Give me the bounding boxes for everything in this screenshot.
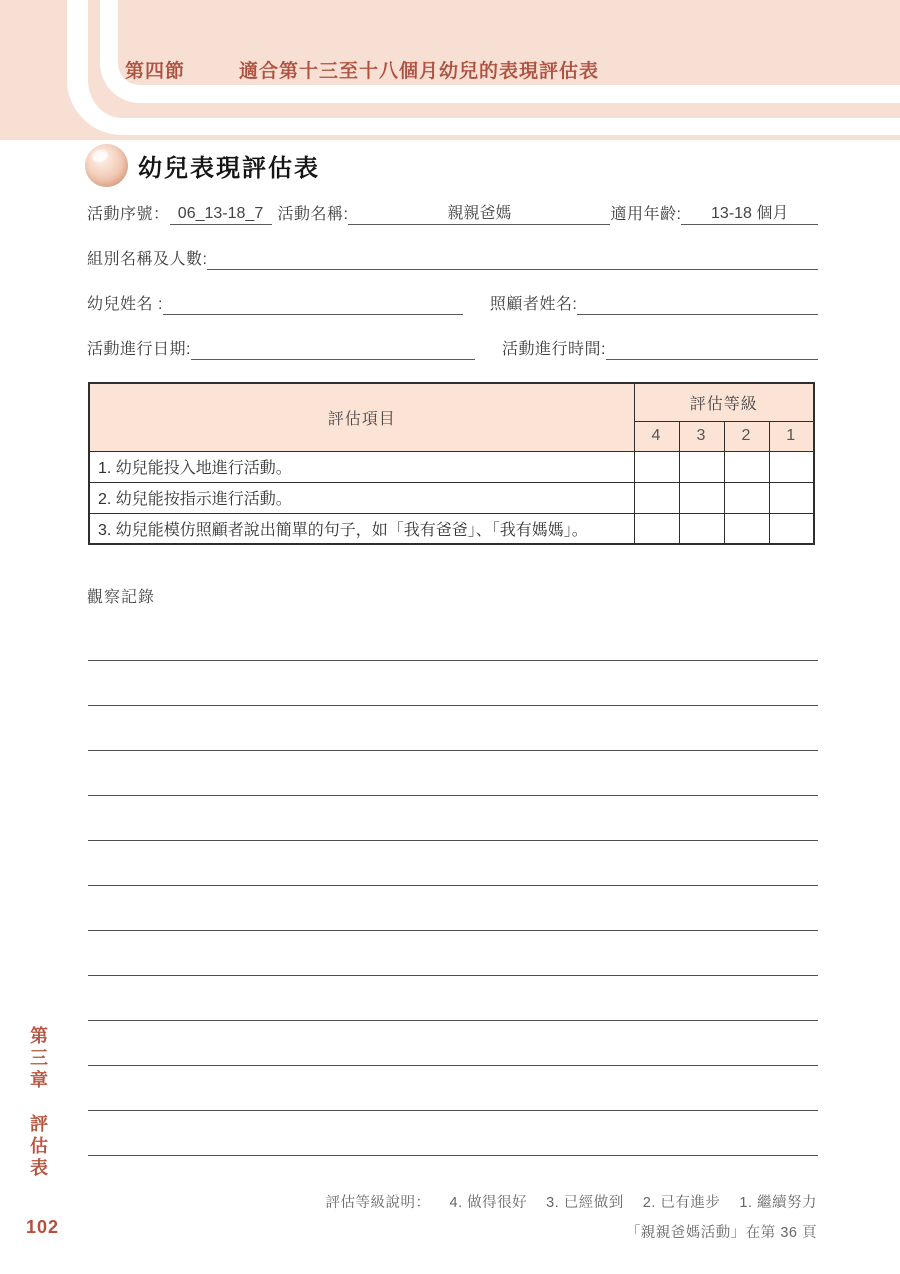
group-field: [207, 268, 818, 270]
rating-level-4: 4: [634, 421, 679, 451]
rating-box: [634, 451, 679, 482]
activity-no-label: 活動序號：: [87, 206, 170, 223]
table-row: [89, 451, 814, 482]
rating-level-1: 1: [769, 421, 814, 451]
rating-box: [724, 482, 769, 513]
form-row-group: [87, 246, 818, 270]
caregiver-field: [577, 313, 818, 315]
time-label: 活動進行時間:: [501, 341, 606, 358]
chapter-side-tab: [28, 1026, 48, 1180]
rating-box: [769, 451, 814, 482]
age-field: 13-18 個月: [681, 200, 818, 225]
observation-line: [88, 1065, 818, 1066]
observation-label: 觀察記錄: [87, 589, 156, 606]
form-row-activity: [87, 201, 818, 225]
section-title: 適合第十三至十八個月幼兒的表現評估表: [239, 61, 600, 82]
observation-line: [88, 1110, 818, 1111]
rating-level-2: 2: [724, 421, 769, 451]
page-number: 102: [26, 1217, 60, 1237]
rating-box: [634, 482, 679, 513]
rating-box: [679, 513, 724, 544]
activity-no-field: 06_13-18_7: [170, 205, 272, 225]
observation-line: [88, 660, 818, 661]
item-column-header: 評估項目: [89, 383, 634, 451]
rating-legend: [326, 1191, 818, 1212]
observation-line: [88, 750, 818, 751]
section-header: [125, 56, 599, 83]
rating-level-3: 3: [679, 421, 724, 451]
legend-item: 3. 已經做到: [546, 1195, 624, 1211]
section-label: 第四節: [125, 61, 186, 82]
rating-box: [769, 482, 814, 513]
activity-name-field: 親親爸媽: [348, 200, 610, 225]
table-row: [89, 482, 814, 513]
activity-name-label: 活動名稱:: [277, 206, 349, 223]
observation-line: [88, 840, 818, 841]
group-label: 組別名稱及人數:: [87, 251, 208, 268]
legend-item: 4. 做得很好: [449, 1195, 528, 1211]
observation-line: [88, 705, 818, 706]
legend-item: 1. 繼續努力: [739, 1195, 817, 1211]
time-field: [606, 358, 818, 360]
rating-column-header: 評估等級: [634, 383, 814, 421]
date-label: 活動進行日期:: [87, 341, 191, 358]
observation-lines: [88, 660, 818, 1170]
legend-item: 2. 已有進步: [642, 1195, 721, 1211]
assessment-table: [88, 382, 815, 545]
header-curve-inner: [100, 0, 900, 103]
table-row: [89, 513, 814, 544]
observation-line: [88, 885, 818, 886]
observation-line: [88, 975, 818, 976]
header-band: [0, 0, 900, 140]
observation-line: [88, 930, 818, 931]
child-name-label: 幼兒姓名 :: [87, 296, 163, 313]
rating-box: [724, 513, 769, 544]
date-field: [191, 358, 475, 360]
form-row-names: [87, 291, 818, 315]
form-row-datetime: [87, 336, 818, 360]
rating-box: [679, 482, 724, 513]
observation-line: [88, 795, 818, 796]
rating-box: [724, 451, 769, 482]
rating-box: [634, 513, 679, 544]
rating-box: [679, 451, 724, 482]
caregiver-label: 照顧者姓名:: [489, 296, 578, 313]
chapter-label: 第三章: [28, 1026, 48, 1092]
section-label-vertical: 評估表: [28, 1114, 48, 1180]
assessment-item: 3. 幼兒能模仿照顧者說出簡單的句子，如「我有爸爸」、「我有媽媽」。: [89, 513, 634, 544]
assessment-item: 1. 幼兒能投入地進行活動。: [89, 451, 634, 482]
activity-page-reference: 「親親爸媽活動」在第 36 頁: [625, 1225, 817, 1241]
observation-line: [88, 1155, 818, 1156]
page-title: 幼兒表現評估表: [138, 155, 320, 182]
sphere-bullet-icon: [85, 144, 128, 187]
rating-box: [769, 513, 814, 544]
age-label: 適用年齡:: [610, 206, 682, 223]
observation-line: [88, 1020, 818, 1021]
child-name-field: [163, 313, 463, 315]
assessment-item: 2. 幼兒能按指示進行活動。: [89, 482, 634, 513]
legend-intro: 評估等級說明：: [325, 1195, 431, 1211]
